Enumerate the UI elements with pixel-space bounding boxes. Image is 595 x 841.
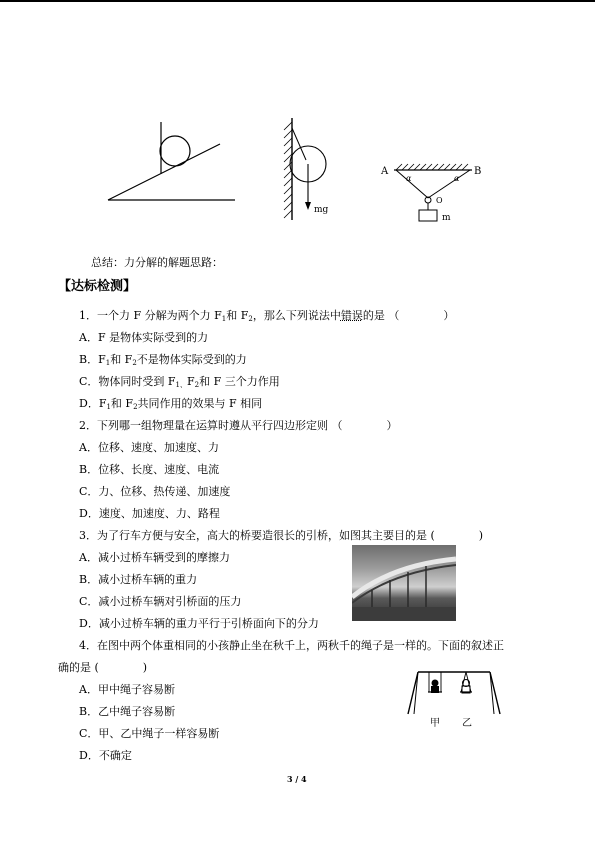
q3-option-c: C．减小过桥车辆对引桥面的压力 [79, 595, 242, 608]
q2-option-a: A．位移、速度、加速度、力 [79, 441, 219, 454]
section-heading: 【达标检测】 [58, 279, 137, 294]
q1-stem: 1．一个力 F 分解为两个力 $F_1$和 $F_2$，那么下列说法中错误的是 （ ） [79, 309, 455, 323]
page-top-rule [0, 0, 595, 2]
incline-ball-figure [105, 118, 240, 204]
wall-ball-figure [276, 116, 366, 224]
q3-option-b: B．减小过桥车辆的重力 [79, 573, 198, 586]
q2-stem: 2．下列哪一组物理量在运算时遵从平行四边形定则 （ ） [79, 419, 398, 432]
q4-option-a: A．甲中绳子容易断 [79, 683, 175, 696]
q3-option-a: A．减小过桥车辆受到的摩擦力 [79, 551, 230, 564]
bridge-photo [352, 545, 456, 621]
q3-stem: 3．为了行车方便与安全，高大的桥要造很长的引桥，如图其主要目的是 ( ) [79, 529, 484, 542]
angle-left-label: α [406, 174, 412, 183]
angle-right-label: α [454, 174, 460, 183]
swing-label-b: 乙 [462, 718, 472, 729]
q2-option-c: C．力、位移、热传递、加速度 [79, 485, 231, 498]
summary-line: 总结：力分解的解题思路： [91, 256, 223, 269]
swing-label-a: 甲 [430, 718, 440, 729]
swing-figure [400, 664, 505, 732]
q2-option-b: B．位移、长度、速度、电流 [79, 463, 220, 476]
point-b-label: B [474, 166, 482, 177]
page-number: 3 / 4 [287, 774, 307, 784]
q3-option-d: D．减小过桥车辆的重力平行于引桥面向下的分力 [79, 617, 319, 630]
rope-mass-figure [378, 160, 488, 228]
q1-keyword: 错误 [340, 309, 363, 322]
q1-option-c: C．物体同时受到 $F_{1、}F_2$和 F 三个力作用 [79, 375, 280, 389]
q4-option-c: C．甲、乙中绳子一样容易断 [79, 727, 220, 740]
q4-option-b: B．乙中绳子容易断 [79, 705, 176, 718]
point-o-label: O [436, 196, 443, 205]
q1-option-d: D．$F_1$和 $F_2$共同作用的效果与 F 相同 [79, 397, 263, 411]
q4-option-d: D．不确定 [79, 749, 132, 762]
mass-label: m [442, 213, 451, 223]
weight-label: mg [314, 205, 329, 215]
q1-option-b: B．$F_1$和 $F_2$不是物体实际受到的力 [79, 353, 247, 367]
q4-stem-line1: 4．在图中两个体重相同的小孩静止坐在秋千上，两秋千的绳子是一样的。下面的叙述正 [79, 639, 504, 652]
q2-option-d: D．速度、加速度、力、路程 [79, 507, 220, 520]
q4-stem-line2: 确的是 ( ) [58, 661, 148, 674]
q1-option-a: A．F 是物体实际受到的力 [79, 331, 209, 344]
point-a-label: A [381, 166, 389, 177]
